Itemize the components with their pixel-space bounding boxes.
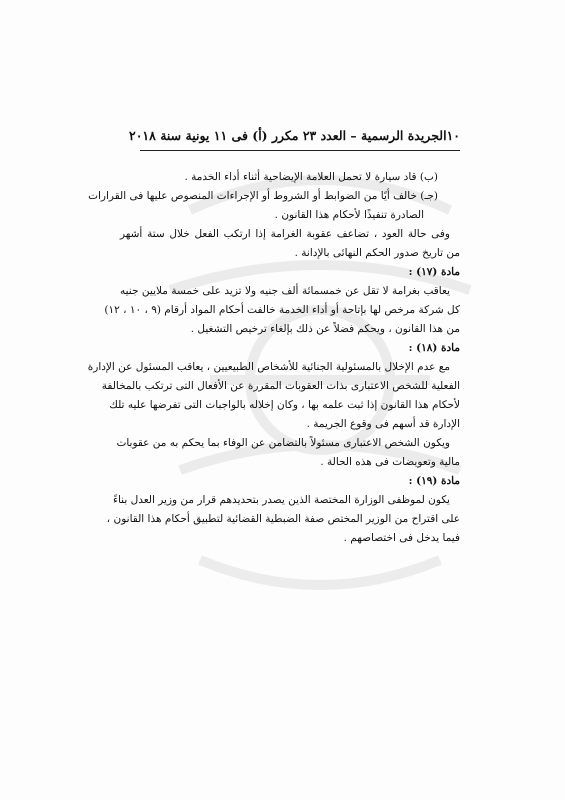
text-line: الفعلية للشخص الاعتبارى بذات العقوبات المقررة عن الأفعال التى ترتكب بالمخالفة	[101, 380, 460, 392]
article-heading: مادة (١٨) :	[408, 342, 460, 354]
text-line: على اقتراح من الوزير المختص صفة الضبطية القضائية لتطبيق أحكام هذا القانون ،	[106, 513, 460, 525]
article-heading: مادة (١٩) :	[408, 475, 460, 487]
text-line: يعاقب بغرامة لا تقل عن خمسمائة ألف جنيه ولا تزيد على خمسة ملايين جنيه	[120, 285, 450, 297]
page-header	[128, 128, 460, 143]
text-line: فيما يدخل فى اختصاصهم .	[343, 532, 460, 544]
text-line: الصادرة تنفيذًا لأحكام هذا القانون .	[274, 209, 424, 221]
text-line: مالية وتعويضات فى هذه الحالة .	[320, 456, 460, 468]
header-divider	[140, 150, 460, 151]
text-line: ويكون الشخص الاعتبارى مسئولاً بالتضامن عن الوفاء بما يحكم به من عقوبات	[116, 437, 450, 449]
gazette-title: الجريدة الرسمية – العدد ٢٣ مكرر (أ) فى ١١ يونية سنة ٢٠١٨	[128, 128, 447, 143]
text-line: كل شركة مرخص لها بإتاحة أو أداء الخدمة خالفت أحكام المواد أرقام (٩ ، ١٠ ، ١٢)	[104, 304, 460, 316]
article-heading: مادة (١٧) :	[408, 266, 460, 278]
page-number: ١٠	[446, 128, 460, 143]
text-line: الإدارة قد أسهم فى وقوع الجريمة .	[306, 418, 460, 430]
text-line: وفى حالة العود ، تضاعف عقوبة الغرامة إذا ارتكب الفعل خلال ستة أشهر	[120, 228, 450, 240]
document-body	[87, 168, 460, 548]
text-line: من هذا القانون ، ويحكم فضلاً عن ذلك بإلغاء ترخيص التشغيل .	[190, 323, 460, 335]
text-line: لأحكام هذا القانون إذا ثبت علمه بها ، وكان إخلاله بالواجبات التى تفرضها عليه تلك	[109, 399, 460, 411]
text-line: مع عدم الإخلال بالمسئولية الجنائية للأشخاص الطبيعيين ، يعاقب المسئول عن الإدارة	[87, 361, 450, 373]
text-line: يكون لموظفى الوزارة المختصة الذين يصدر بتحديدهم قرار من وزير العدل بناءً	[113, 494, 450, 506]
text-line: (جـ) خالف أيًا من الضوابط أو الشروط أو الإجراءات المنصوص عليها فى القرارات	[88, 190, 438, 202]
text-line: (ب) قاد سيارة لا تحمل العلامة الإيضاحية أثناء أداء الخدمة .	[184, 171, 438, 183]
text-line: من تاريخ صدور الحكم النهائى بالإدانة .	[294, 247, 460, 259]
